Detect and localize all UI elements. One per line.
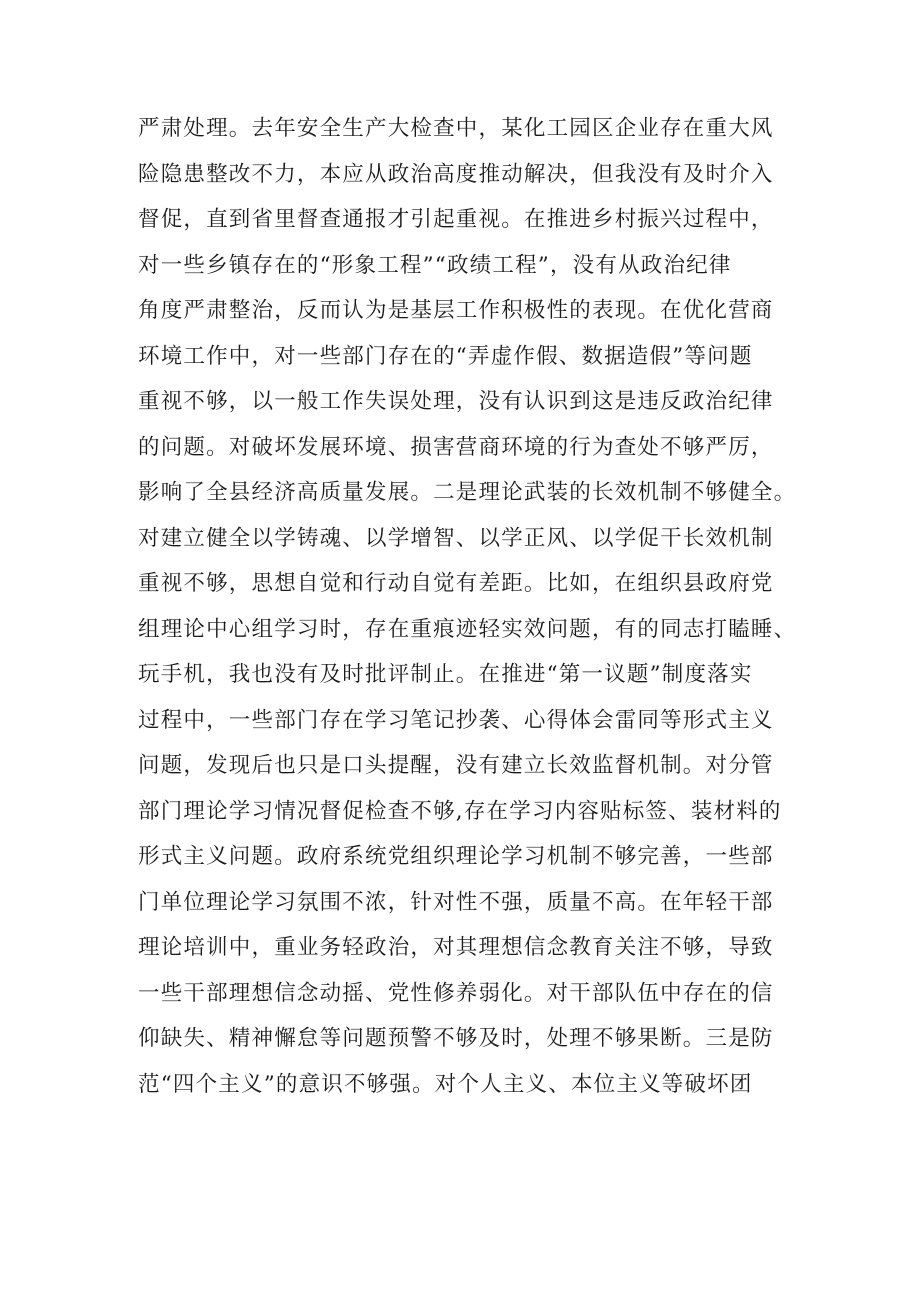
text-line: 重视不够，以一般工作失误处理，没有认识到这是违反政治纪律 [138,389,774,414]
text-line: 过程中，一些部门存在学习笔记抄袭、心得体会雷同等形式主义 [138,707,774,733]
body-text [138,106,818,1107]
text-line: 形式主义问题。政府系统党组织理论学习机制不够完善，一些部 [138,844,774,869]
text-line: 严肃处理。去年安全生产大检查中，某化工园区企业存在重大风 [138,116,774,141]
text-line: 督促，直到省里督查通报才引起重视。在推进乡村振兴过程中， [138,207,774,232]
text-line: 对一些乡镇存在的“形象工程”“政绩工程”，没有从政治纪律 [138,252,732,278]
text-line: 角度严肃整治，反而认为是基层工作积极性的表现。在优化营商 [138,298,774,323]
text-line: 一些干部理想信念动摇、党性修养弱化。对干部队伍中存在的信 [138,980,774,1006]
text-line: 部门理论学习情况督促检查不够,存在学习内容贴标签、装材料的 [138,798,782,824]
text-line: 险隐患整改不力，本应从政治高度推动解决，但我没有及时介入 [138,161,774,187]
text-line: 理论培训中，重业务轻政治，对其理想信念教育关注不够，导致 [138,935,774,960]
text-line: 对建立健全以学铸魂、以学增智、以学正风、以学促干长效机制 [138,525,774,551]
text-line: 影响了全县经济高质量发展。二是理论武装的长效机制不够健全。 [138,480,797,505]
text-line: 仰缺失、精神懈怠等问题预警不够及时，处理不够果断。三是防 [138,1026,774,1051]
text-line: 范“四个主义”的意识不够强。对个人主义、本位主义等破坏团 [138,1071,753,1097]
text-line: 重视不够，思想自觉和行动自觉有差距。比如，在组织县政府党 [138,571,774,596]
text-line: 的问题。对破坏发展环境、损害营商环境的行为查处不够严厉， [138,434,774,460]
text-line: 组理论中心组学习时，存在重痕迹轻实效问题，有的同志打瞌睡、 [138,616,797,642]
text-line: 门单位理论学习氛围不浓，针对性不强，质量不高。在年轻干部 [138,889,774,915]
text-line: 玩手机，我也没有及时批评制止。在推进“第一议题”制度落实 [138,662,753,687]
text-line: 问题，发现后也只是口头提醒，没有建立长效监督机制。对分管 [138,753,774,778]
text-line: 环境工作中，对一些部门存在的“弄虚作假、数据造假”等问题 [138,343,753,369]
